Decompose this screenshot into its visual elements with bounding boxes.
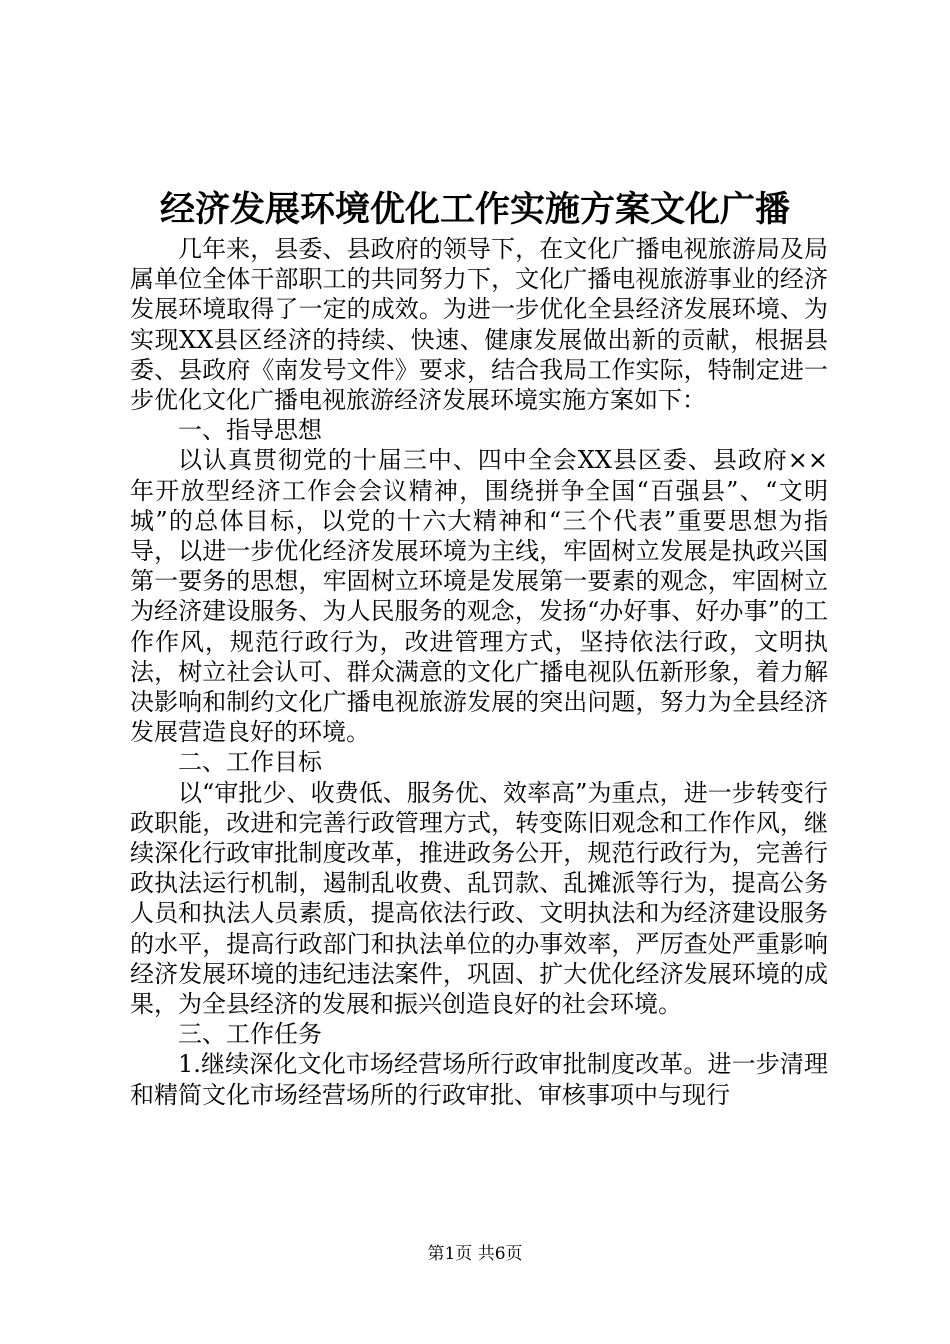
- page-number-footer: 第1页 共6页: [427, 1244, 523, 1264]
- work-task-item-1: 1.继续深化文化市场经营场所行政审批制度改革。进一步清理和精简文化市场经营场所的行政审批、审核事项中与现行: [130, 1050, 828, 1109]
- section-heading-work-goals: 二、工作目标: [178, 748, 322, 777]
- section-heading-guiding-ideology: 一、指导思想: [178, 416, 322, 445]
- document-title: 经济发展环境优化工作实施方案文化广播: [159, 189, 790, 230]
- intro-paragraph: 几年来，县委、县政府的领导下，在文化广播电视旅游局及局属单位全体干部职工的共同努力下，文化广播电视旅游事业的经济发展环境取得了一定的成效。为进一步优化全县经济发展环境、为实现XX县区经济的持续、快速、健康发展做出新的贡献，根据县委、县政府《南发号文件》要求，结合我局工作实际，特制定进一步优化文化广播电视旅游经济发展环境实施方案如下：: [130, 235, 828, 415]
- work-goals-paragraph: 以“审批少、收费低、服务优、效率高”为重点，进一步转变行政职能，改进和完善行政管理方式，转变陈旧观念和工作作风，继续深化行政审批制度改革，推进政务公开，规范行政行为，完善行政执法运行机制，遏制乱收费、乱罚款、乱摊派等行为，提高公务人员和执法人员素质，提高依法行政、文明执法和为经济建设服务的水平，提高行政部门和执法单位的办事效率，严厉查处严重影响经济发展环境的违纪违法案件，巩固、扩大优化经济发展环境的成果，为全县经济的发展和振兴创造良好的社会环境。: [130, 778, 828, 1019]
- section-heading-work-tasks: 三、工作任务: [178, 1020, 322, 1049]
- guiding-ideology-paragraph: 以认真贯彻党的十届三中、四中全会XX县区委、县政府××年开放型经济工作会会议精神，围绕拼争全国“百强县”、“文明城”的总体目标，以党的十六大精神和“三个代表”重要思想为指导，以进一步优化经济发展环境为主线，牢固树立发展是执政兴国第一要务的思想，牢固树立环境是发展第一要素的观念，牢固树立为经济建设服务、为人民服务的观念，发扬“办好事、好办事”的工作作风，规范行政行为，改进管理方式，坚持依法行政，文明执法，树立社会认可、群众满意的文化广播电视队伍新形象，着力解决影响和制约文化广播电视旅游发展的突出问题，努力为全县经济发展营造良好的环境。: [130, 446, 828, 747]
- document-body: [130, 234, 828, 1110]
